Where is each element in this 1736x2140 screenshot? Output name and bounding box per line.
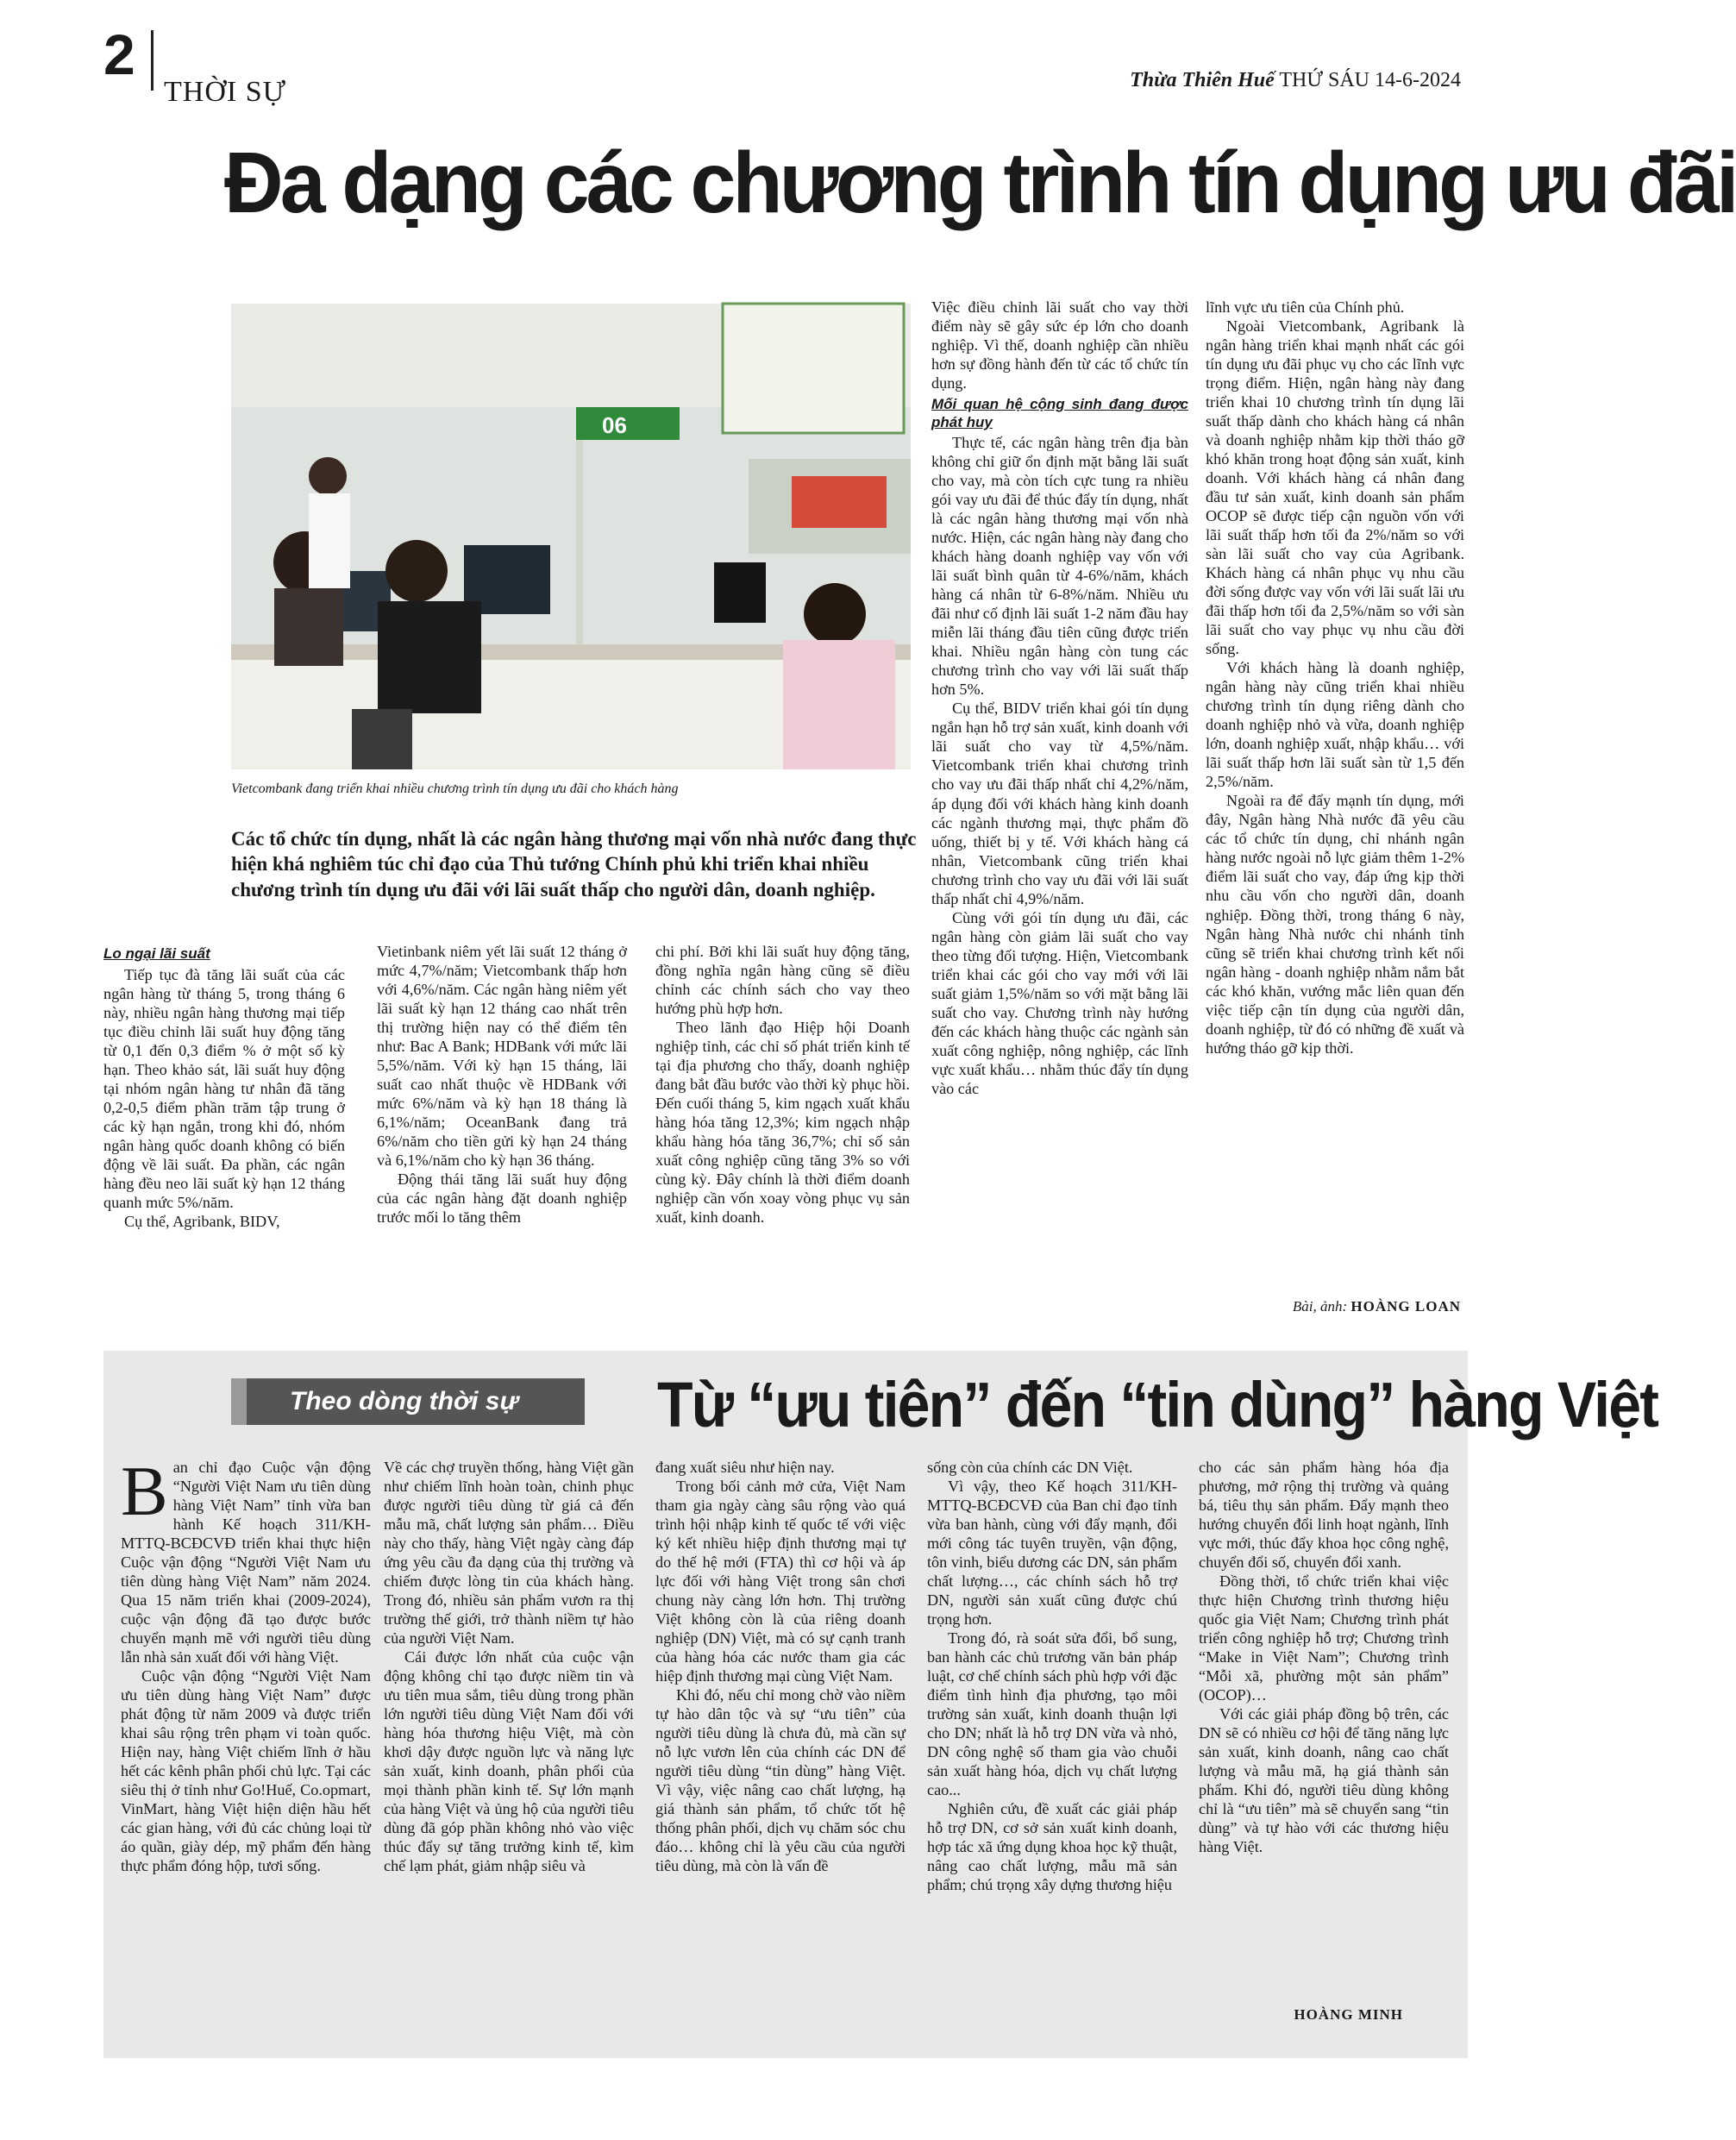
paragraph: Khi đó, nếu chỉ mong chờ vào niềm tự hào dân tộc và sự “ưu tiên” của người tiêu dùng là chưa đủ, mà cần sự nỗ lực vươn lên của chính các DN để người tiêu dùng “tin dùng” hàng Việt. Vì vậy, việc nâng cao chất lượng, hạ giá thành sản phẩm, tổ chức tốt hệ thống phân phối, dịch vụ chăm sóc chu đáo… không chỉ là yêu cầu của người tiêu dùng, mà còn là vấn đề	[655, 1686, 906, 1875]
paragraph: Ngoài Vietcombank, Agribank là ngân hàng triển khai mạnh nhất các gói tín dụng ưu đãi phục vụ cho các lĩnh vực trọng điểm. Hiện, ngân hàng này đang triển khai 10 chương trình tín dụng lãi suất thấp dành cho khách hàng cá nhân và doanh nghiệp nhằm kịp thời tháo gỡ khó khăn trong hoạt động sản xuất, kinh doanh. Với khách hàng cá nhân đang đầu tư sản xuất, kinh doanh sản phẩm OCOP sẽ được tiếp cận nguồn vốn với lãi suất thấp hơn tối đa 2%/năm so với sàn lãi suất cho vay của Agribank. Khách hàng cá nhân phục vụ nhu cầu đời sống được vay vốn với lãi suất lãi ưu đãi thấp hơn tối đa 2,5%/năm so với sàn lãi suất cho vay phục vụ nhu cầu đời sống.	[1206, 317, 1464, 658]
paragraph: Cuộc vận động “Người Việt Nam ưu tiên dùng hàng Việt Nam” được phát động từ năm 2009 và được triển khai sâu rộng trên phạm vi toàn quốc. Hiện nay, hàng Việt chiếm lĩnh ở hầu hết các kênh phân phối chủ lực. Tại các siêu thị ở tỉnh như Go!Huế, Co.opmart, VinMart, hàng Việt hiện diện hầu hết các gian hàng, với đủ các chủng loại từ áo quần, giày dép, mỹ phẩm đến hàng thực phẩm đóng hộp, tươi sống.	[121, 1667, 371, 1875]
paragraph: Cụ thể, Agribank, BIDV,	[124, 1212, 280, 1230]
subheading: Mối quan hệ cộng sinh đang được phát huy	[931, 396, 1188, 430]
paragraph: chi phí. Bởi khi lãi suất huy động tăng, đồng nghĩa ngân hàng cũng sẽ điều chỉnh các chính sách cho vay theo hướng phù hợp hơn.	[655, 943, 910, 1018]
page-number: 2	[103, 22, 135, 86]
paragraph: sống còn của chính các DN Việt.	[927, 1459, 1133, 1476]
byline-author: HOÀNG LOAN	[1351, 1298, 1461, 1315]
paragraph: Vietinbank niêm yết lãi suất 12 tháng ở mức 4,7%/năm; Vietcombank thấp hơn với 4,6%/năm. Các ngân hàng niêm yết lãi suất kỳ hạn 12 tháng cao nhất trên thị trường hiện nay có thể điểm tên như: Bac A Bank; HDBank với mức lãi 5,5%/năm. Với kỳ hạn 15 tháng, lãi suất cao nhất thuộc về HDBank với mức 6%/năm và kỳ hạn 18 tháng là 6,1%/năm; OceanBank đang trả 6%/năm cho tiền gửi kỳ hạn 24 tháng và 6,1%/năm cho kỳ hạn 36 tháng.	[377, 943, 627, 1170]
subheading: Lo ngại lãi suất	[103, 945, 210, 962]
article-lead: Các tổ chức tín dụng, nhất là các ngân hàng thương mại vốn nhà nước đang thực hiện khá nghiêm túc chỉ đạo của Thủ tướng Chính phủ khi triển khai nhiều chương trình tín dụng ưu đãi với lãi suất thấp cho người dân, doanh nghiệp.	[231, 828, 917, 901]
opinion-column-3	[655, 1458, 906, 1875]
opinion-column-2	[384, 1458, 634, 1875]
column-tag: Theo dòng thời sự	[231, 1378, 585, 1425]
opinion-column-1	[121, 1452, 371, 1875]
byline-prefix: Bài, ảnh:	[1292, 1298, 1348, 1315]
article-column-2	[377, 942, 627, 1227]
article-byline	[1293, 1298, 1461, 1315]
paragraph: lĩnh vực ưu tiên của Chính phủ.	[1206, 298, 1405, 316]
article-column-5	[1206, 298, 1464, 1057]
paragraph: Trong đó, rà soát sửa đổi, bổ sung, ban hành các chủ trương văn bản pháp luật, cơ chế chính sách phù hợp với đặc điểm tình hình địa phương, tạo môi trường sản xuất, kinh doanh thuận lợi cho DN; nhất là hỗ trợ DN vừa và nhỏ, DN công nghệ số tham gia vào chuỗi sản xuất hàng hóa, dịch vụ chất lượng cao...	[927, 1629, 1177, 1799]
paragraph: Việc điều chỉnh lãi suất cho vay thời điểm này sẽ gây sức ép lớn cho doanh nghiệp. Vì thế, doanh nghiệp cần nhiều hơn sự đồng hành đến từ các tổ chức tín dụng.	[931, 298, 1188, 392]
paragraph: Tiếp tục đà tăng lãi suất của các ngân hàng từ tháng 5, trong tháng 6 này, nhiều ngân hàng thương mại tiếp tục điều chỉnh lãi suất huy động tăng từ 0,1 đến 0,3 điểm % ở một số kỳ hạn. Theo khảo sát, lãi suất huy động tại nhóm ngân hàng tư nhân đã tăng 0,2-0,5 điểm phần trăm tập trung ở các kỳ hạn ngắn, trong khi đó, nhóm ngân hàng quốc doanh không có biến động về lãi suất. Đa phần, các ngân hàng đều neo lãi suất kỳ hạn 12 tháng quanh mức 5%/năm.	[103, 965, 345, 1211]
paragraph: Cái được lớn nhất của cuộc vận động không chỉ tạo được niềm tin và ưu tiên mua sắm, tiêu dùng trong phần lớn người tiêu dùng Việt Nam đối với hàng hóa thương hiệu Việt, mà còn khơi dậy được nguồn lực và năng lực sản xuất, kinh doanh, phân phối của mọi thành phần kinh tế. Sự lớn mạnh của hàng Việt và ủng hộ của người tiêu dùng đã góp phần không nhỏ vào việc thúc đẩy sự tăng trưởng kinh tế, kìm chế lạm phát, giảm nhập siêu và	[384, 1648, 634, 1875]
paragraph: Về các chợ truyền thống, hàng Việt gần như chiếm lĩnh hoàn toàn, chinh phục được người tiêu dùng từ giá cả đến mẫu mã, chất lượng sản phẩm… Điều này cho thấy, hàng Việt ngày càng đáp ứng yêu cầu đa dạng của thị trường và chiếm được lòng tin của khách hàng. Trong đó, nhiều sản phẩm vươn ra thị trường thế giới, trở thành niềm tự hào của người Việt Nam.	[384, 1459, 634, 1647]
opinion-headline: Từ “ưu tiên” đến “tin dùng” hàng Việt	[657, 1369, 1658, 1440]
header-divider	[151, 30, 154, 91]
article-headline: Đa dạng các chương trình tín dụng ưu đãi	[224, 135, 1736, 231]
section-name: THỜI SỰ	[164, 76, 286, 108]
paragraph: Thực tế, các ngân hàng trên địa bàn không chỉ giữ ổn định mặt bằng lãi suất cho vay, mà còn tích cực tung ra nhiều gói vay ưu đãi để thúc đẩy tín dụng, nhất là các ngân hàng thương mại vốn nhà nước. Hiện, các ngân hàng này đang cho khách hàng doanh nghiệp vay vốn với lãi suất bình quân từ 4-6%/năm, khách hàng cá nhân từ 6-8%/năm. Nhiều ưu đãi như cố định lãi suất 1-2 năm đầu hay miễn lãi tháng đầu tiên cũng được triển khai. Nhiều ngân hàng còn tung các chương trình cho vay với lãi suất thấp hơn 5%.	[931, 434, 1188, 699]
photo-caption: Vietcombank đang triển khai nhiều chương trình tín dụng ưu đãi cho khách hàng	[231, 781, 679, 796]
first-paragraph-text: an chỉ đạo Cuộc vận động “Người Việt Nam ưu tiên dùng hàng Việt Nam” tỉnh vừa ban hành Kế hoạch 311/KH-MTTQ-BCĐCVĐ triển khai thực hiện Cuộc vận động “Người Việt Nam ưu tiên dùng hàng Việt Nam” năm 2024. Qua 15 năm triển khai (2009-2024), cuộc vận động đã tạo được bước chuyển mạnh mẽ với người tiêu dùng lẫn nhà sản xuất đối với hàng Việt.	[121, 1459, 371, 1666]
drop-cap: B	[121, 1452, 168, 1530]
opinion-column-5	[1199, 1458, 1449, 1856]
paragraph: Trong bối cảnh mở cửa, Việt Nam tham gia ngày càng sâu rộng vào quá trình hội nhập kinh tế quốc tế với việc ký kết nhiều hiệp định thương mại tự do thế hệ mới (FTA) thì cơ hội và áp lực đối với hàng Việt trong sân chơi chung này càng lớn hơn. Thị trường Việt không còn là của riêng doanh nghiệp (DN) Việt, mà có sự cạnh tranh của hàng hóa các nước tham gia các hiệp định thương mại cùng Việt Nam.	[655, 1478, 906, 1685]
bank-counter-illustration	[231, 304, 911, 769]
paragraph: Cùng với gói tín dụng ưu đãi, các ngân hàng còn giảm lãi suất cho vay theo từng đối tượng. Hiện, Vietcombank triển khai các gói cho vay mới với lãi suất giảm 1,5%/năm so với mặt bằng lãi suất cho vay. Chương trình này hướng đến các khách hàng thuộc các ngành sản xuất công nghiệp, nông nghiệp, các lĩnh vực xuất khẩu… nhằm thúc đẩy tín dụng vào các	[931, 908, 1188, 1097]
article-column-4	[931, 298, 1188, 1098]
paragraph: Với khách hàng là doanh nghiệp, ngân hàng này cũng triển khai nhiều chương trình tín dụng riêng dành cho doanh nghiệp nhỏ và vừa, doanh nghiệp lớn, doanh nghiệp xuất, nhập khẩu… với lãi suất thấp hơn lãi suất sàn từ 1,5 đến 2,5%/năm.	[1206, 659, 1464, 791]
opinion-column-4	[927, 1458, 1177, 1894]
paragraph: Vì vậy, theo Kế hoạch 311/KH-MTTQ-BCĐCVĐ của Ban chỉ đạo tỉnh vừa ban hành, cùng với đẩy mạnh, đổi mới công tác tuyên truyền, vận động, tôn vinh, biểu dương các DN, sản phẩm chất lượng…, các chính sách hỗ trợ DN, người sản xuất cũng được chú trọng hơn.	[927, 1478, 1177, 1629]
paragraph: Đồng thời, tổ chức triển khai việc thực hiện Chương trình thương hiệu quốc gia Việt Nam; Chương trình phát triển công nghiệp hỗ trợ; Chương trình “Make in Việt Nam”; Chương trình “Mỗi xã, phường một sản phẩm” (OCOP)…	[1199, 1572, 1449, 1704]
paper-name: Thừa Thiên Huế	[1130, 69, 1275, 91]
paragraph	[121, 1452, 371, 1666]
paragraph: Động thái tăng lãi suất huy động của các ngân hàng đặt doanh nghiệp trước mối lo tăng thêm	[377, 1170, 627, 1227]
article-photo	[231, 304, 911, 769]
issue-date: THỨ SÁU 14-6-2024	[1279, 69, 1461, 91]
paragraph: Với các giải pháp đồng bộ trên, các DN sẽ có nhiều cơ hội để tăng năng lực sản xuất, kinh doanh, nâng cao chất lượng và mẫu mã, hạ giá thành sản phẩm. Khi đó, người tiêu dùng không chỉ là “ưu tiên” mà sẽ chuyển sang “tin dùng” và tự hào với các thương hiệu hàng Việt.	[1199, 1705, 1449, 1856]
paragraph: Ngoài ra để đẩy mạnh tín dụng, mới đây, Ngân hàng Nhà nước đã yêu cầu các tổ chức tín dụng, chỉ nhánh ngân hàng nước ngoài nỗ lực giảm thêm 1-2% điểm lãi suất cho vay, đáp ứng kịp thời nhu cầu vốn cho người dân, doanh nghiệp. Đồng thời, trong tháng 6 này, Ngân hàng Nhà nước chi nhánh tỉnh cũng sẽ triển khai chương trình kết nối ngân hàng - doanh nghiệp nhằm nắm bắt các khó khăn, vướng mắc liên quan đến việc tiếp cận tín dụng của người dân, doanh nghiệp, từ đó có những đề xuất và hướng tháo gỡ kịp thời.	[1206, 792, 1464, 1057]
paragraph: cho các sản phẩm hàng hóa địa phương, mở rộng thị trường và quảng bá, tiêu thụ sản phẩm. Đẩy mạnh theo hướng chuyển đổi linh hoạt ngành, lĩnh vực mới, thúc đẩy khoa học công nghệ, chuyển đổi số, chuyển đổi xanh.	[1199, 1459, 1449, 1572]
paragraph: Nghiên cứu, đề xuất các giải pháp hỗ trợ DN, cơ sở sản xuất kinh doanh, hợp tác xã ứng dụng khoa học kỹ thuật, nâng cao chất lượng, mẫu mã sản phẩm; chú trọng xây dựng thương hiệu	[927, 1800, 1177, 1894]
masthead	[1130, 69, 1461, 92]
opinion-byline: HOÀNG MINH	[1294, 2006, 1403, 2023]
article-column-3	[655, 942, 910, 1227]
counter-number: 06	[602, 412, 627, 438]
article-column-1	[103, 942, 345, 1231]
paragraph: Cụ thể, BIDV triển khai gói tín dụng ngắn hạn hỗ trợ sản xuất, kinh doanh với lãi suất cho vay từ 4,5%/năm. Vietcombank triển khai chương trình cho vay ưu đãi thấp nhất chỉ 4,2%/năm, áp dụng đối với khách hàng kinh doanh các ngành thương mại, thực phẩm đồ uống, thiết bị y tế. Với khách hàng cá nhân, Vietcombank cũng triển khai chương trình cho vay ưu đãi với lãi suất thấp nhất chỉ 4,9%/năm.	[931, 700, 1188, 907]
paragraph: đang xuất siêu như hiện nay.	[655, 1459, 835, 1476]
paragraph: Theo lãnh đạo Hiệp hội Doanh nghiệp tỉnh, các chỉ số phát triển kinh tế tại địa phương cho thấy, doanh nghiệp đang bắt đầu bước vào thời kỳ phục hồi. Đến cuối tháng 5, kim ngạch xuất khẩu hàng hóa tăng 12,3%; kim ngạch nhập khẩu hàng hóa tăng 36,7%; chỉ số sản xuất công nghiệp cũng tăng 3% so với cùng kỳ. Đây chính là thời điểm doanh nghiệp cần vốn xoay vòng phục vụ sản xuất, kinh doanh.	[655, 1019, 910, 1227]
